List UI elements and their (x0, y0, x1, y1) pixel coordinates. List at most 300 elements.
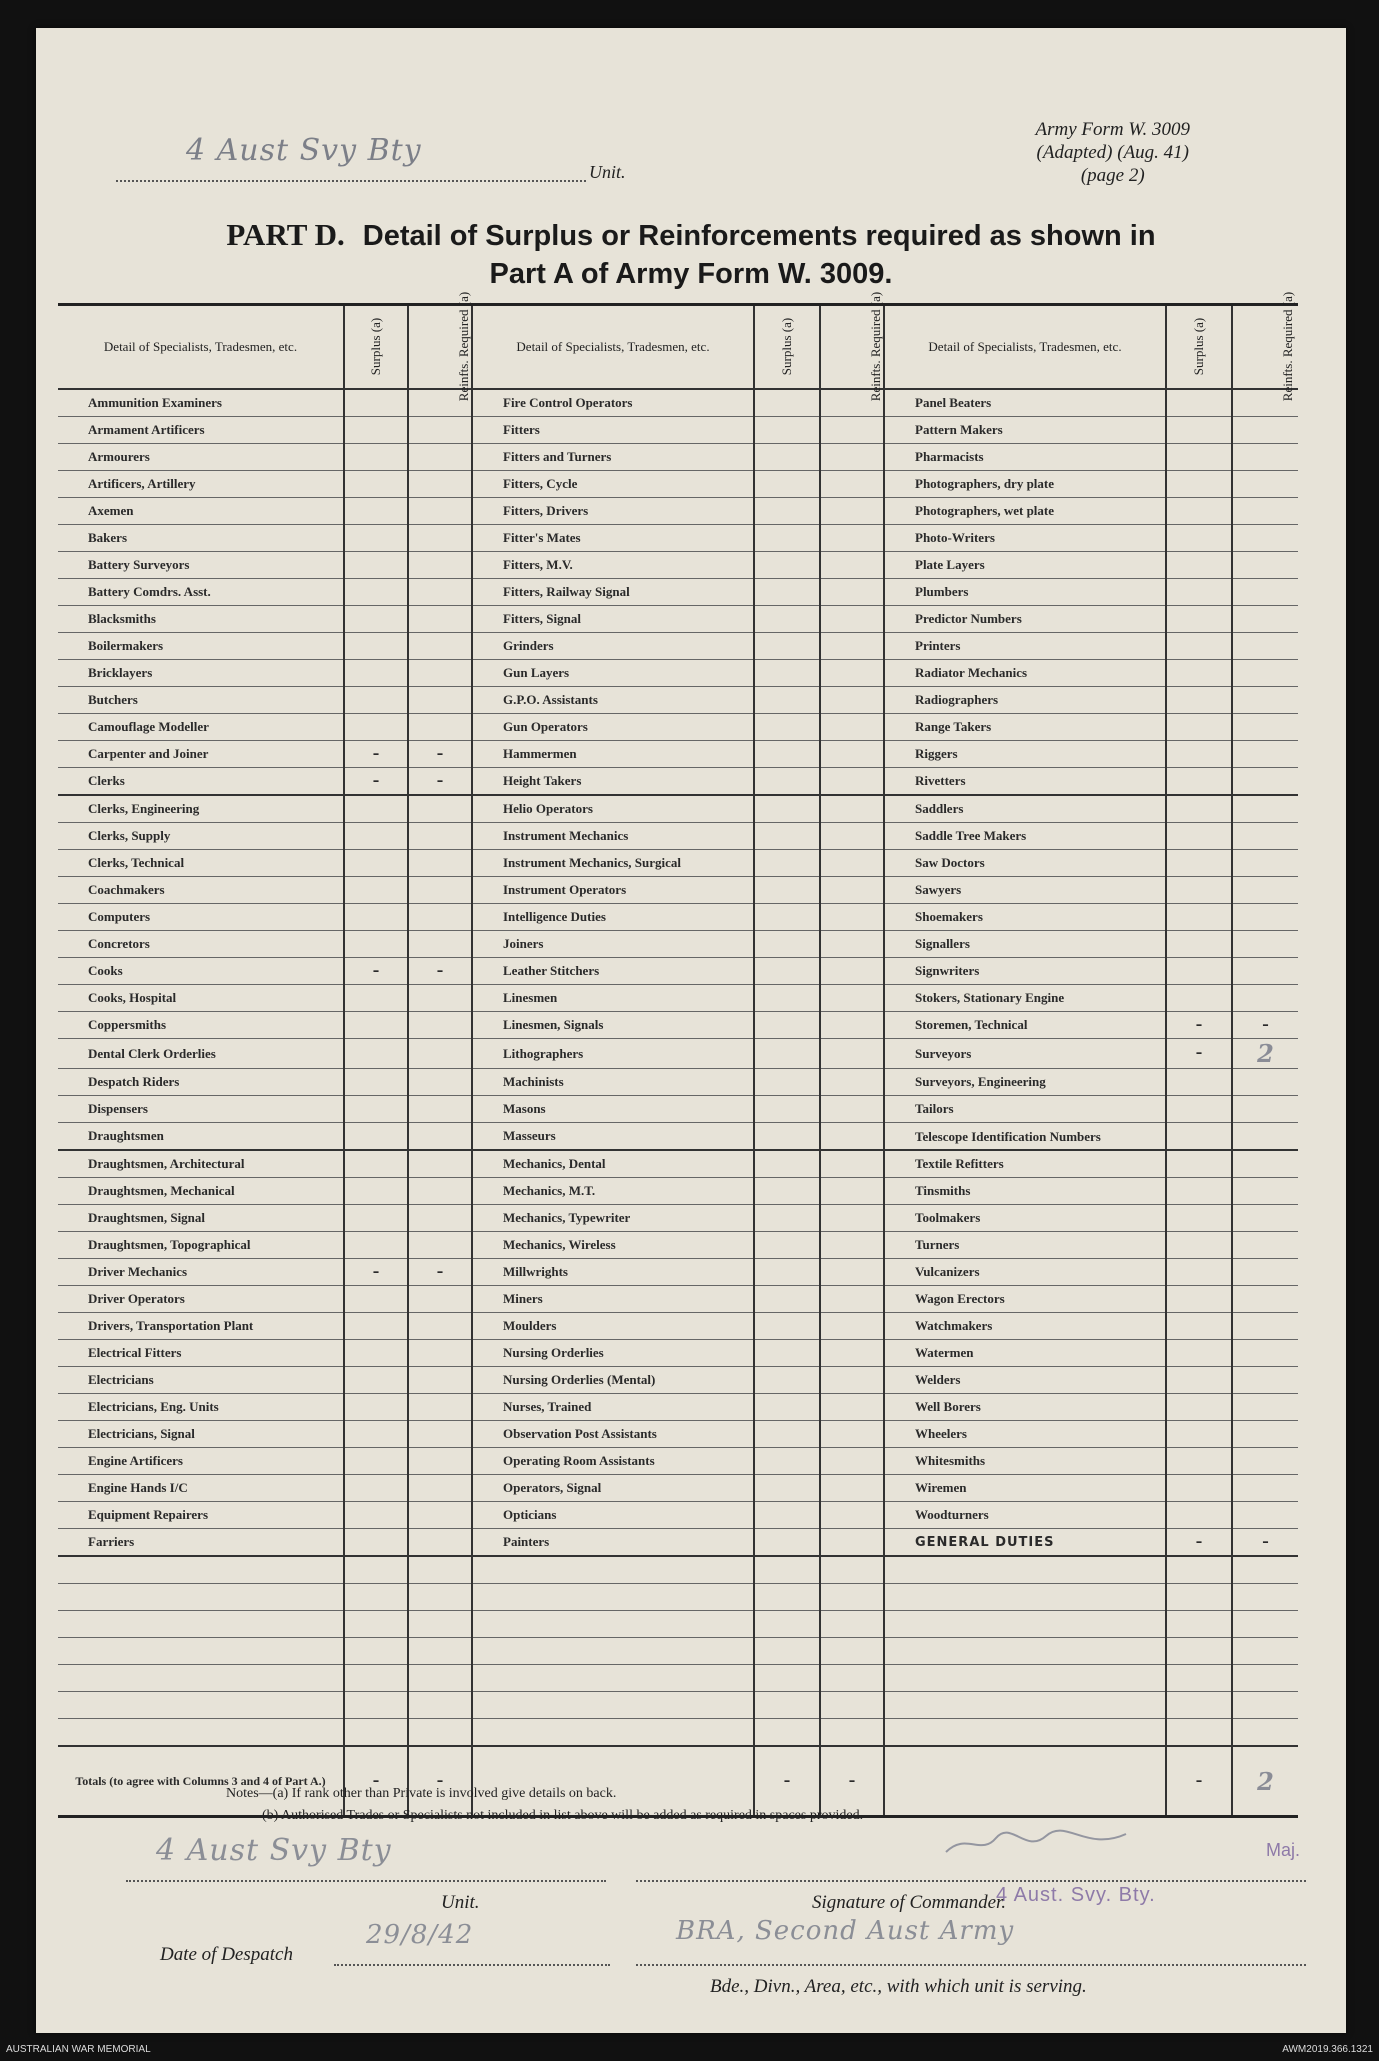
reinfts-cell[interactable] (1232, 1205, 1298, 1232)
reinfts-cell[interactable] (820, 1123, 884, 1151)
surplus-cell[interactable] (344, 904, 408, 931)
surplus-cell[interactable] (754, 1012, 820, 1039)
surplus-cell[interactable] (754, 498, 820, 525)
surplus-cell[interactable] (344, 498, 408, 525)
reinfts-cell[interactable] (1232, 1367, 1298, 1394)
reinfts-cell[interactable] (408, 1421, 472, 1448)
reinfts-cell[interactable] (820, 579, 884, 606)
surplus-cell[interactable] (344, 1096, 408, 1123)
surplus-cell[interactable] (1166, 985, 1232, 1012)
surplus-cell[interactable] (754, 714, 820, 741)
reinfts-cell[interactable] (820, 1475, 884, 1502)
reinfts-cell[interactable] (820, 741, 884, 768)
blank-cell[interactable] (1232, 1638, 1298, 1665)
reinfts-cell[interactable] (1232, 1069, 1298, 1096)
surplus-cell[interactable] (1166, 1394, 1232, 1421)
surplus-cell[interactable]: – (344, 958, 408, 985)
surplus-cell[interactable] (1166, 389, 1232, 417)
reinfts-cell[interactable] (1232, 471, 1298, 498)
surplus-cell[interactable] (1166, 904, 1232, 931)
reinfts-cell[interactable] (820, 1286, 884, 1313)
totals-surplus[interactable]: – (1166, 1746, 1232, 1817)
reinfts-cell[interactable] (820, 1313, 884, 1340)
surplus-cell[interactable]: – (1166, 1529, 1232, 1557)
blank-cell[interactable] (1232, 1665, 1298, 1692)
reinfts-cell[interactable] (820, 1502, 884, 1529)
reinfts-cell[interactable] (820, 1069, 884, 1096)
surplus-cell[interactable] (754, 768, 820, 796)
reinfts-cell[interactable] (1232, 904, 1298, 931)
surplus-cell[interactable] (1166, 1259, 1232, 1286)
blank-cell[interactable] (408, 1719, 472, 1747)
reinfts-cell[interactable] (820, 1340, 884, 1367)
reinfts-cell[interactable] (820, 768, 884, 796)
surplus-cell[interactable] (344, 1123, 408, 1151)
blank-cell[interactable] (472, 1584, 754, 1611)
reinfts-cell[interactable] (820, 823, 884, 850)
surplus-cell[interactable] (754, 444, 820, 471)
surplus-cell[interactable] (344, 606, 408, 633)
reinfts-cell[interactable] (408, 1150, 472, 1178)
surplus-cell[interactable] (344, 931, 408, 958)
reinfts-cell[interactable] (408, 985, 472, 1012)
blank-cell[interactable] (884, 1692, 1166, 1719)
reinfts-cell[interactable] (1232, 552, 1298, 579)
blank-cell[interactable] (820, 1584, 884, 1611)
blank-cell[interactable] (884, 1665, 1166, 1692)
surplus-cell[interactable] (1166, 1069, 1232, 1096)
blank-cell[interactable] (408, 1692, 472, 1719)
reinfts-cell[interactable] (1232, 714, 1298, 741)
blank-cell[interactable] (58, 1611, 344, 1638)
reinfts-cell[interactable] (820, 633, 884, 660)
surplus-cell[interactable] (1166, 633, 1232, 660)
surplus-cell[interactable] (754, 1502, 820, 1529)
surplus-cell[interactable] (344, 1012, 408, 1039)
totals-surplus[interactable]: – (344, 1746, 408, 1817)
surplus-cell[interactable] (1166, 741, 1232, 768)
surplus-cell[interactable] (1166, 768, 1232, 796)
blank-cell[interactable] (344, 1638, 408, 1665)
blank-cell[interactable] (344, 1692, 408, 1719)
surplus-cell[interactable] (344, 1205, 408, 1232)
reinfts-cell[interactable] (408, 525, 472, 552)
reinfts-cell[interactable] (408, 877, 472, 904)
reinfts-cell[interactable] (1232, 931, 1298, 958)
reinfts-cell[interactable] (408, 1475, 472, 1502)
surplus-cell[interactable] (754, 1529, 820, 1557)
reinfts-cell[interactable] (408, 1286, 472, 1313)
surplus-cell[interactable] (344, 525, 408, 552)
surplus-cell[interactable] (344, 850, 408, 877)
reinfts-cell[interactable] (1232, 823, 1298, 850)
reinfts-cell[interactable] (1232, 1232, 1298, 1259)
reinfts-cell[interactable] (1232, 958, 1298, 985)
reinfts-cell[interactable] (820, 795, 884, 823)
reinfts-cell[interactable] (1232, 1502, 1298, 1529)
surplus-cell[interactable] (344, 1529, 408, 1557)
reinfts-cell[interactable] (820, 1529, 884, 1557)
surplus-cell[interactable] (754, 1421, 820, 1448)
surplus-cell[interactable] (754, 1205, 820, 1232)
reinfts-cell[interactable] (408, 1232, 472, 1259)
blank-cell[interactable] (472, 1665, 754, 1692)
surplus-cell[interactable] (1166, 1286, 1232, 1313)
surplus-cell[interactable] (344, 1394, 408, 1421)
reinfts-cell[interactable] (408, 552, 472, 579)
blank-cell[interactable] (754, 1584, 820, 1611)
reinfts-cell[interactable] (408, 1502, 472, 1529)
reinfts-cell[interactable] (1232, 1475, 1298, 1502)
surplus-cell[interactable] (1166, 1340, 1232, 1367)
reinfts-cell[interactable] (820, 687, 884, 714)
surplus-cell[interactable] (754, 633, 820, 660)
blank-cell[interactable] (472, 1719, 754, 1747)
surplus-cell[interactable] (1166, 931, 1232, 958)
reinfts-cell[interactable] (1232, 1178, 1298, 1205)
reinfts-cell[interactable] (820, 552, 884, 579)
reinfts-cell[interactable] (820, 1367, 884, 1394)
totals-reinfts[interactable]: – (820, 1746, 884, 1817)
blank-cell[interactable] (408, 1584, 472, 1611)
reinfts-cell[interactable] (408, 1340, 472, 1367)
surplus-cell[interactable] (1166, 1502, 1232, 1529)
reinfts-cell[interactable] (408, 579, 472, 606)
surplus-cell[interactable] (1166, 1367, 1232, 1394)
reinfts-cell[interactable] (820, 471, 884, 498)
reinfts-cell[interactable]: – (1232, 1529, 1298, 1557)
blank-cell[interactable] (344, 1719, 408, 1747)
reinfts-cell[interactable] (820, 444, 884, 471)
reinfts-cell[interactable] (408, 606, 472, 633)
surplus-cell[interactable] (754, 687, 820, 714)
reinfts-cell[interactable] (1232, 741, 1298, 768)
blank-cell[interactable] (1166, 1611, 1232, 1638)
blank-cell[interactable] (58, 1584, 344, 1611)
surplus-cell[interactable] (1166, 958, 1232, 985)
blank-cell[interactable] (408, 1665, 472, 1692)
reinfts-cell[interactable] (820, 1421, 884, 1448)
surplus-cell[interactable] (344, 1069, 408, 1096)
blank-cell[interactable] (1232, 1692, 1298, 1719)
surplus-cell[interactable] (754, 823, 820, 850)
surplus-cell[interactable] (1166, 823, 1232, 850)
surplus-cell[interactable] (1166, 1475, 1232, 1502)
surplus-cell[interactable] (754, 850, 820, 877)
surplus-cell[interactable]: – (344, 1259, 408, 1286)
reinfts-cell[interactable] (820, 1205, 884, 1232)
reinfts-cell[interactable] (408, 1205, 472, 1232)
reinfts-cell[interactable] (408, 1448, 472, 1475)
surplus-cell[interactable] (754, 741, 820, 768)
reinfts-cell[interactable] (820, 498, 884, 525)
reinfts-cell[interactable] (1232, 1313, 1298, 1340)
surplus-cell[interactable] (754, 1259, 820, 1286)
totals-reinfts[interactable]: 2 (1232, 1746, 1298, 1817)
reinfts-cell[interactable] (1232, 1421, 1298, 1448)
blank-cell[interactable] (408, 1611, 472, 1638)
reinfts-cell[interactable] (408, 1123, 472, 1151)
reinfts-cell[interactable] (1232, 1394, 1298, 1421)
blank-cell[interactable] (1166, 1719, 1232, 1747)
surplus-cell[interactable] (1166, 877, 1232, 904)
blank-cell[interactable] (58, 1719, 344, 1747)
surplus-cell[interactable] (1166, 471, 1232, 498)
surplus-cell[interactable] (344, 795, 408, 823)
reinfts-cell[interactable] (1232, 417, 1298, 444)
reinfts-cell[interactable] (408, 444, 472, 471)
surplus-cell[interactable] (754, 1394, 820, 1421)
surplus-cell[interactable] (344, 1421, 408, 1448)
blank-cell[interactable] (884, 1556, 1166, 1584)
reinfts-cell[interactable]: – (1232, 1012, 1298, 1039)
blank-cell[interactable] (472, 1638, 754, 1665)
reinfts-cell[interactable] (408, 1039, 472, 1069)
reinfts-cell[interactable] (1232, 795, 1298, 823)
reinfts-cell[interactable] (1232, 985, 1298, 1012)
blank-cell[interactable] (820, 1611, 884, 1638)
surplus-cell[interactable] (1166, 1448, 1232, 1475)
surplus-cell[interactable] (754, 1096, 820, 1123)
reinfts-cell[interactable]: – (408, 768, 472, 796)
reinfts-cell[interactable] (820, 1039, 884, 1069)
reinfts-cell[interactable] (1232, 768, 1298, 796)
surplus-cell[interactable] (1166, 795, 1232, 823)
surplus-cell[interactable] (1166, 579, 1232, 606)
surplus-cell[interactable] (754, 1286, 820, 1313)
reinfts-cell[interactable] (408, 471, 472, 498)
surplus-cell[interactable] (344, 579, 408, 606)
blank-cell[interactable] (1232, 1719, 1298, 1747)
surplus-cell[interactable] (344, 444, 408, 471)
reinfts-cell[interactable] (408, 1313, 472, 1340)
surplus-cell[interactable] (344, 823, 408, 850)
blank-cell[interactable] (344, 1584, 408, 1611)
blank-cell[interactable] (344, 1611, 408, 1638)
surplus-cell[interactable] (344, 1367, 408, 1394)
surplus-cell[interactable] (754, 931, 820, 958)
reinfts-cell[interactable] (820, 1394, 884, 1421)
blank-cell[interactable] (884, 1584, 1166, 1611)
reinfts-cell[interactable] (820, 985, 884, 1012)
reinfts-cell[interactable] (1232, 525, 1298, 552)
surplus-cell[interactable] (1166, 1205, 1232, 1232)
reinfts-cell[interactable] (820, 1259, 884, 1286)
surplus-cell[interactable] (754, 389, 820, 417)
reinfts-cell[interactable] (820, 1448, 884, 1475)
surplus-cell[interactable] (1166, 1178, 1232, 1205)
surplus-cell[interactable]: – (1166, 1012, 1232, 1039)
surplus-cell[interactable] (1166, 1123, 1232, 1151)
surplus-cell[interactable] (344, 985, 408, 1012)
reinfts-cell[interactable] (1232, 850, 1298, 877)
surplus-cell[interactable] (754, 958, 820, 985)
surplus-cell[interactable] (344, 1340, 408, 1367)
blank-cell[interactable] (1166, 1665, 1232, 1692)
surplus-cell[interactable] (344, 417, 408, 444)
reinfts-cell[interactable]: – (408, 1259, 472, 1286)
reinfts-cell[interactable] (408, 1394, 472, 1421)
surplus-cell[interactable] (754, 1448, 820, 1475)
reinfts-cell[interactable] (408, 1096, 472, 1123)
reinfts-cell[interactable] (408, 931, 472, 958)
surplus-cell[interactable]: – (1166, 1039, 1232, 1069)
surplus-cell[interactable] (1166, 1096, 1232, 1123)
reinfts-cell[interactable] (1232, 1259, 1298, 1286)
surplus-cell[interactable] (344, 877, 408, 904)
reinfts-cell[interactable] (1232, 1286, 1298, 1313)
surplus-cell[interactable] (344, 1150, 408, 1178)
surplus-cell[interactable] (1166, 417, 1232, 444)
surplus-cell[interactable] (1166, 606, 1232, 633)
blank-cell[interactable] (1232, 1556, 1298, 1584)
surplus-cell[interactable] (344, 389, 408, 417)
surplus-cell[interactable] (754, 985, 820, 1012)
reinfts-cell[interactable]: – (408, 958, 472, 985)
reinfts-cell[interactable] (1232, 1150, 1298, 1178)
reinfts-cell[interactable] (1232, 1340, 1298, 1367)
blank-cell[interactable] (58, 1665, 344, 1692)
reinfts-cell[interactable] (408, 417, 472, 444)
reinfts-cell[interactable] (1232, 579, 1298, 606)
reinfts-cell[interactable] (820, 714, 884, 741)
surplus-cell[interactable] (344, 1502, 408, 1529)
blank-cell[interactable] (884, 1638, 1166, 1665)
blank-cell[interactable] (754, 1556, 820, 1584)
reinfts-cell[interactable] (1232, 1123, 1298, 1151)
blank-cell[interactable] (472, 1556, 754, 1584)
reinfts-cell[interactable] (408, 633, 472, 660)
blank-cell[interactable] (1166, 1638, 1232, 1665)
reinfts-cell[interactable] (408, 714, 472, 741)
reinfts-cell[interactable] (820, 931, 884, 958)
reinfts-cell[interactable] (820, 606, 884, 633)
blank-cell[interactable] (58, 1556, 344, 1584)
surplus-cell[interactable] (1166, 1232, 1232, 1259)
reinfts-cell[interactable] (820, 1096, 884, 1123)
surplus-cell[interactable] (754, 877, 820, 904)
surplus-cell[interactable] (1166, 1313, 1232, 1340)
reinfts-cell[interactable] (1232, 444, 1298, 471)
surplus-cell[interactable] (1166, 714, 1232, 741)
blank-cell[interactable] (344, 1665, 408, 1692)
surplus-cell[interactable] (344, 552, 408, 579)
reinfts-cell[interactable] (408, 660, 472, 687)
blank-cell[interactable] (1166, 1556, 1232, 1584)
totals-reinfts[interactable]: – (408, 1746, 472, 1817)
surplus-cell[interactable] (754, 1039, 820, 1069)
surplus-cell[interactable] (754, 1178, 820, 1205)
blank-cell[interactable] (884, 1719, 1166, 1747)
surplus-cell[interactable] (1166, 444, 1232, 471)
surplus-cell[interactable] (754, 1123, 820, 1151)
reinfts-cell[interactable] (820, 525, 884, 552)
reinfts-cell[interactable]: – (408, 741, 472, 768)
surplus-cell[interactable] (344, 1039, 408, 1069)
surplus-cell[interactable] (1166, 1421, 1232, 1448)
blank-cell[interactable] (754, 1719, 820, 1747)
blank-cell[interactable] (472, 1692, 754, 1719)
reinfts-cell[interactable] (1232, 498, 1298, 525)
surplus-cell[interactable] (344, 1475, 408, 1502)
surplus-cell[interactable] (1166, 525, 1232, 552)
surplus-cell[interactable] (344, 714, 408, 741)
reinfts-cell[interactable] (820, 1012, 884, 1039)
surplus-cell[interactable] (754, 1367, 820, 1394)
blank-cell[interactable] (754, 1611, 820, 1638)
blank-cell[interactable] (1232, 1611, 1298, 1638)
reinfts-cell[interactable] (1232, 606, 1298, 633)
surplus-cell[interactable] (754, 795, 820, 823)
blank-cell[interactable] (408, 1556, 472, 1584)
surplus-cell[interactable] (344, 1448, 408, 1475)
surplus-cell[interactable] (1166, 687, 1232, 714)
blank-cell[interactable] (884, 1611, 1166, 1638)
blank-cell[interactable] (408, 1638, 472, 1665)
blank-cell[interactable] (1166, 1584, 1232, 1611)
blank-cell[interactable] (820, 1665, 884, 1692)
reinfts-cell[interactable] (408, 795, 472, 823)
surplus-cell[interactable] (344, 1232, 408, 1259)
reinfts-cell[interactable] (408, 904, 472, 931)
surplus-cell[interactable] (754, 904, 820, 931)
reinfts-cell[interactable] (408, 687, 472, 714)
blank-cell[interactable] (58, 1638, 344, 1665)
reinfts-cell[interactable] (820, 1150, 884, 1178)
reinfts-cell[interactable] (820, 660, 884, 687)
surplus-cell[interactable] (1166, 850, 1232, 877)
surplus-cell[interactable] (754, 552, 820, 579)
surplus-cell[interactable] (344, 1313, 408, 1340)
blank-cell[interactable] (820, 1556, 884, 1584)
surplus-cell[interactable] (344, 687, 408, 714)
surplus-cell[interactable] (344, 660, 408, 687)
reinfts-cell[interactable] (408, 1012, 472, 1039)
reinfts-cell[interactable] (820, 877, 884, 904)
reinfts-cell[interactable] (1232, 1096, 1298, 1123)
blank-cell[interactable] (820, 1638, 884, 1665)
surplus-cell[interactable] (754, 579, 820, 606)
surplus-cell[interactable] (754, 1340, 820, 1367)
reinfts-cell[interactable] (408, 850, 472, 877)
surplus-cell[interactable]: – (344, 741, 408, 768)
surplus-cell[interactable] (754, 1069, 820, 1096)
surplus-cell[interactable] (754, 1475, 820, 1502)
reinfts-cell[interactable] (408, 1529, 472, 1557)
surplus-cell[interactable] (754, 1150, 820, 1178)
reinfts-cell[interactable] (408, 1069, 472, 1096)
reinfts-cell[interactable] (820, 1232, 884, 1259)
reinfts-cell[interactable] (408, 1178, 472, 1205)
reinfts-cell[interactable] (408, 823, 472, 850)
reinfts-cell[interactable] (820, 850, 884, 877)
reinfts-cell[interactable] (820, 958, 884, 985)
reinfts-cell[interactable] (820, 1178, 884, 1205)
blank-cell[interactable] (58, 1692, 344, 1719)
reinfts-cell[interactable] (1232, 660, 1298, 687)
reinfts-cell[interactable]: 2 (1232, 1039, 1298, 1069)
totals-surplus[interactable]: – (754, 1746, 820, 1817)
blank-cell[interactable] (1232, 1584, 1298, 1611)
surplus-cell[interactable] (1166, 660, 1232, 687)
reinfts-cell[interactable] (1232, 687, 1298, 714)
surplus-cell[interactable] (754, 1313, 820, 1340)
surplus-cell[interactable] (754, 525, 820, 552)
surplus-cell[interactable] (754, 417, 820, 444)
blank-cell[interactable] (754, 1665, 820, 1692)
surplus-cell[interactable] (754, 660, 820, 687)
surplus-cell[interactable] (344, 1286, 408, 1313)
